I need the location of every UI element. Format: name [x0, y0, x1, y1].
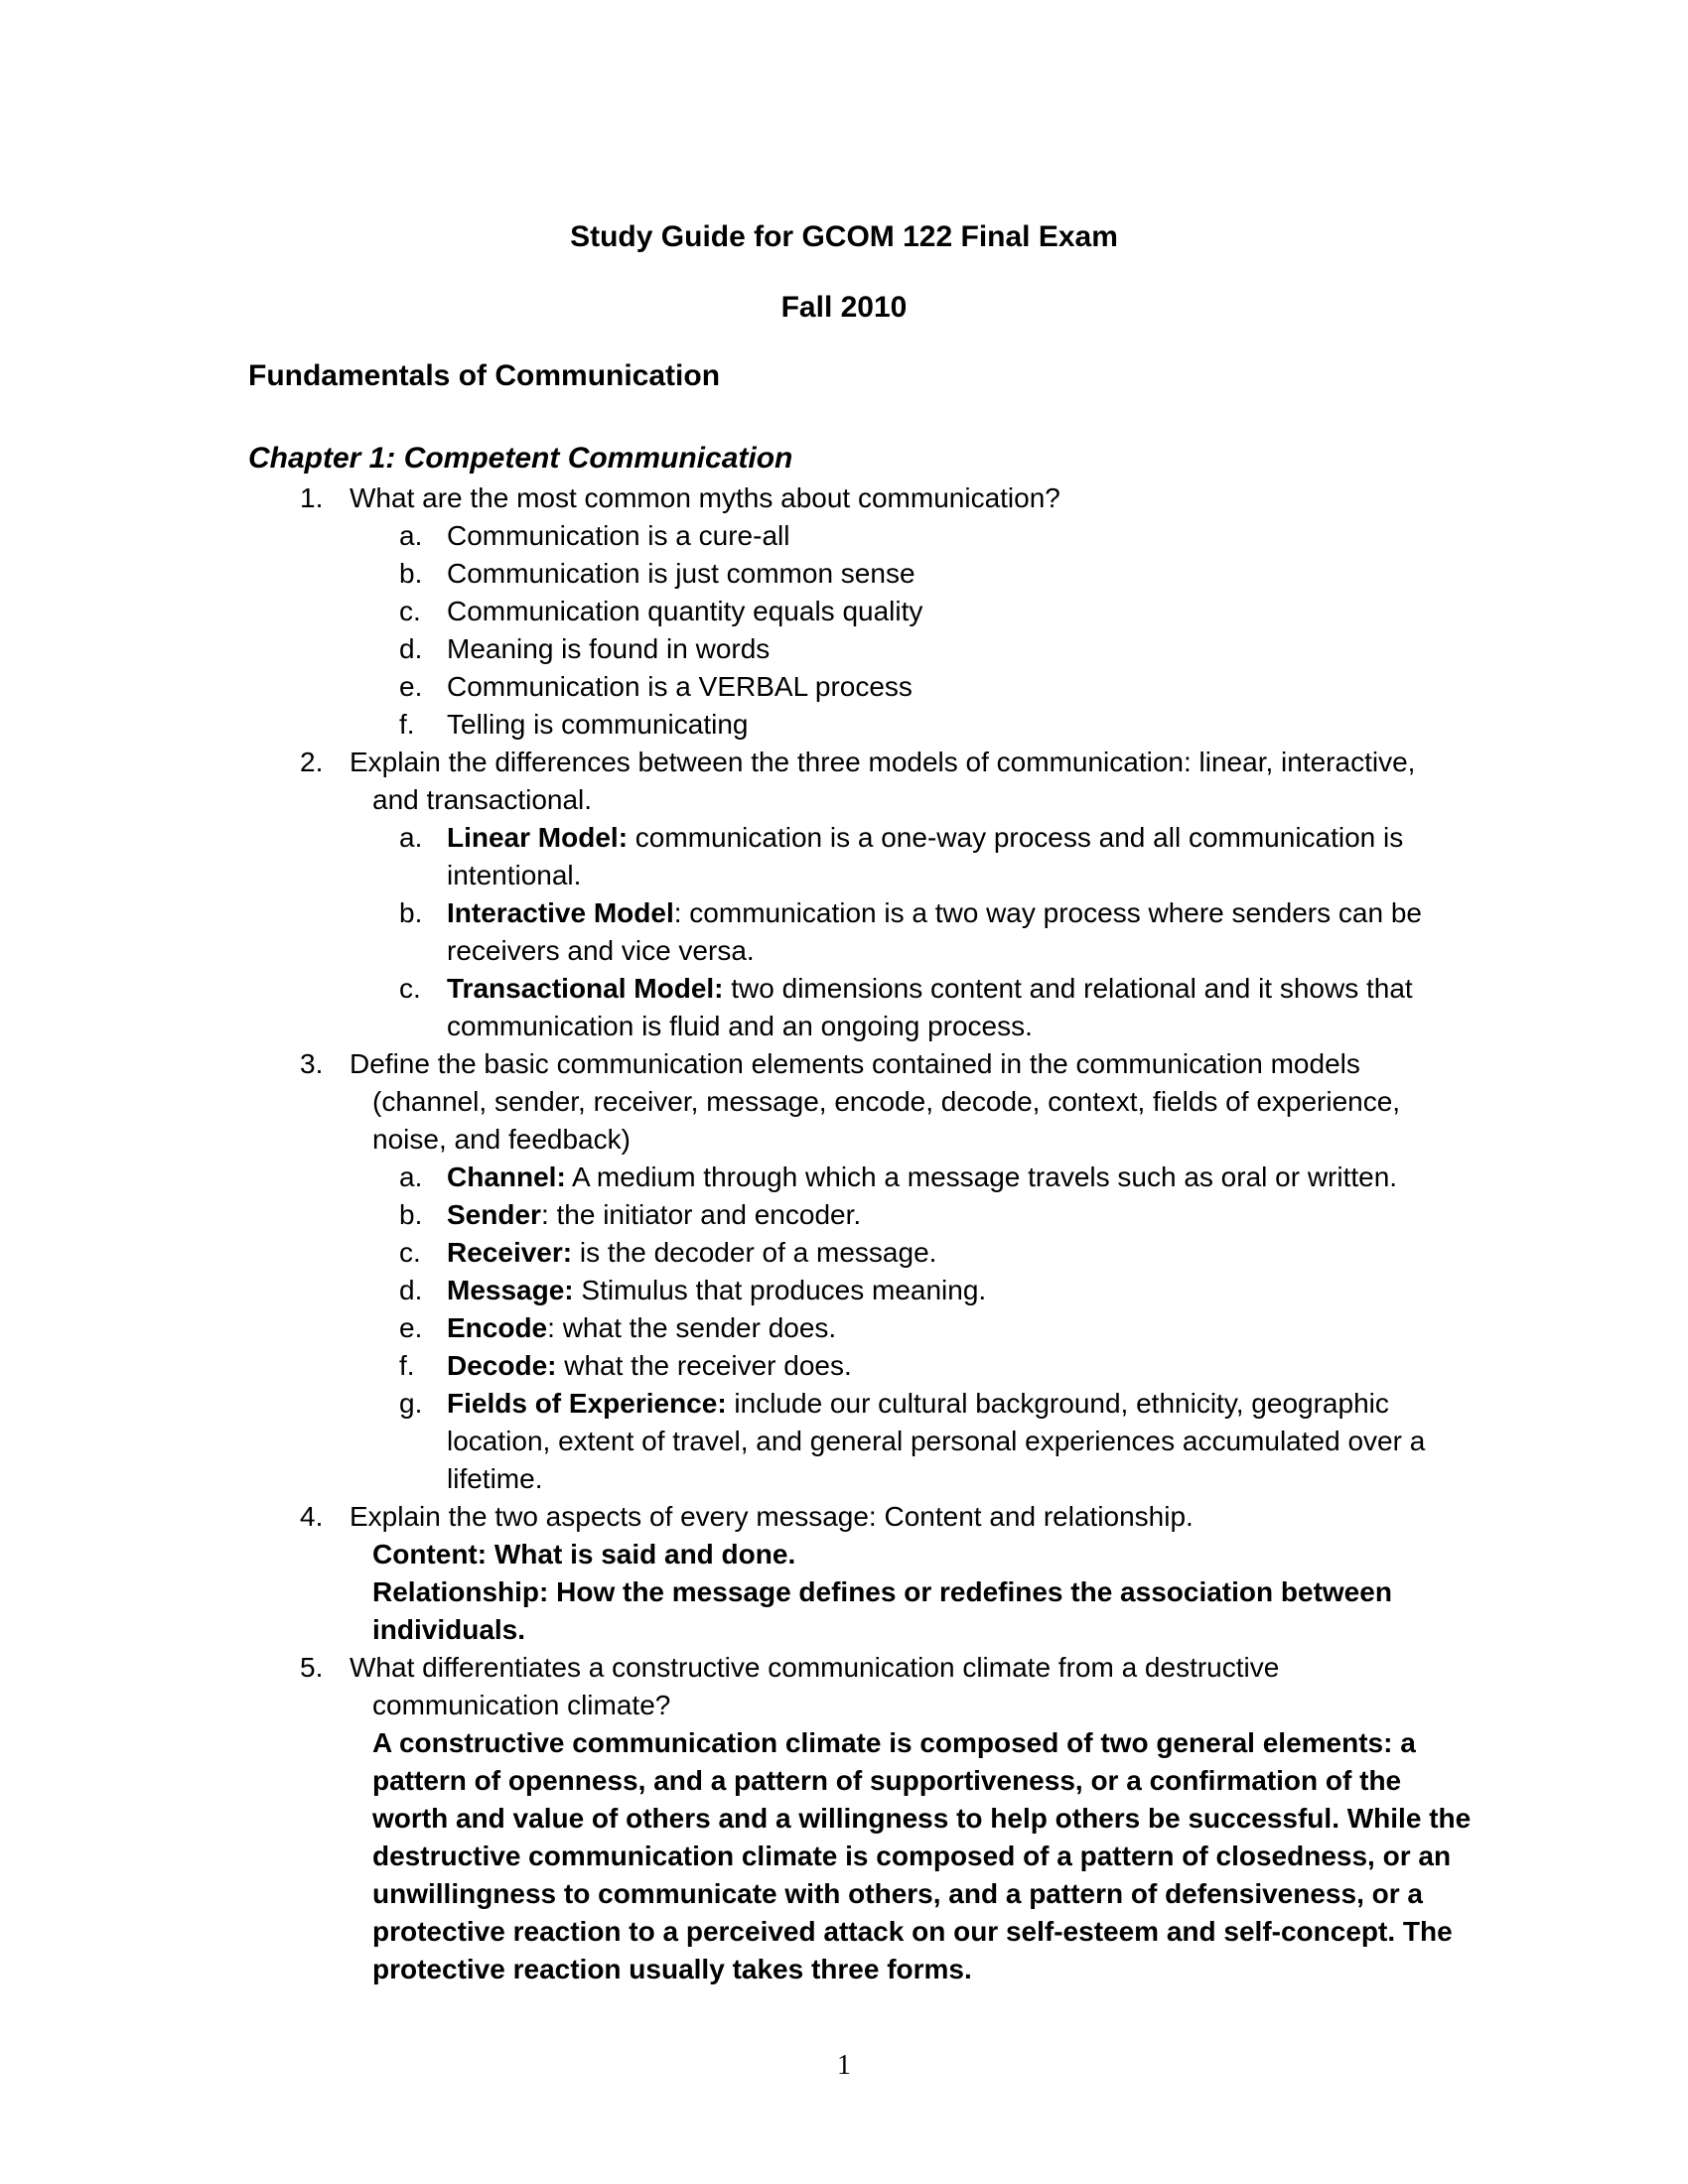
answer-bold-line: [248, 1875, 1440, 1913]
answer-text: worth and value of others and a willingness to help others be successful. While the: [372, 1803, 1472, 1834]
answer-text: pattern of openness, and a pattern of supportiveness, or a confirmation of the: [372, 1765, 1402, 1796]
subitem-text: communication is a one-way process and all communication is: [628, 822, 1404, 853]
subitem-row: [248, 1196, 1440, 1234]
subitem-text: Communication is a VERBAL process: [447, 671, 913, 702]
answer-text: individuals.: [372, 1614, 526, 1645]
question-row: [248, 1649, 1440, 1687]
subitem-continuation: [248, 1460, 1440, 1498]
subitem-text: lifetime.: [447, 1463, 543, 1494]
question-text: (channel, sender, receiver, message, encode, decode, context, fields of experience,: [372, 1086, 1401, 1117]
subitem-continuation: [248, 857, 1440, 894]
answer-bold-line: [248, 1724, 1440, 1762]
subitem-label: Receiver:: [447, 1237, 573, 1268]
answer-bold-line: [248, 1838, 1452, 1875]
subitem-letter: a.: [399, 1161, 423, 1192]
subitem-text: what the receiver does.: [556, 1350, 852, 1381]
question-row: [248, 744, 1440, 781]
page-number: 1: [837, 2050, 851, 2081]
question-text: Define the basic communication elements contained in the communication models: [350, 1048, 1360, 1079]
subitem-letter: a.: [399, 520, 423, 551]
answer-text: Content: What is said and done.: [372, 1539, 796, 1570]
section-heading: Fundamentals of Communication: [248, 359, 721, 392]
question-continuation: [248, 1083, 1440, 1121]
subitem-text: Communication is a cure-all: [447, 520, 790, 551]
question-text: and transactional.: [372, 784, 593, 815]
subitem-letter: b.: [399, 558, 423, 589]
subitem-row: [248, 706, 1440, 744]
subitem-continuation: [248, 1423, 1440, 1460]
subitem-text: Meaning is found in words: [447, 633, 771, 664]
subitem-text: intentional.: [447, 860, 582, 890]
answer-bold-line: [248, 1536, 1440, 1573]
subitem-letter: g.: [399, 1388, 423, 1419]
subitem-row: [248, 517, 1440, 555]
question-continuation: [248, 781, 1440, 819]
subitem-continuation: [248, 932, 1440, 970]
answer-text: unwillingness to communicate with others, and a pattern of defensiveness, or a: [372, 1878, 1423, 1909]
subitem-letter: e.: [399, 1312, 423, 1343]
subitem-letter: d.: [399, 1275, 423, 1305]
answer-bold-line: [248, 1913, 1453, 1951]
subitem-letter: d.: [399, 633, 423, 664]
question-text: What differentiates a constructive communication climate from a destructive: [350, 1652, 1280, 1683]
subitem-row: [248, 630, 1440, 668]
question-text: communication climate?: [372, 1690, 671, 1720]
document-term: Fall 2010: [780, 291, 908, 324]
subitem-text: two dimensions content and relational and it shows that: [723, 973, 1413, 1004]
subitem-row: [248, 819, 1440, 857]
subitem-letter: c.: [399, 1237, 421, 1268]
answer-bold-line: [248, 1800, 1472, 1838]
subitem-text: Communication is just common sense: [447, 558, 915, 589]
subitem-row: [248, 1159, 1440, 1196]
subitem-text: communication is fluid and an ongoing process.: [447, 1011, 1033, 1041]
subitem-letter: f.: [399, 1350, 415, 1381]
subitem-row: [248, 894, 1440, 932]
subitem-text: : communication is a two way process where senders can be: [673, 897, 1422, 928]
subitem-row: [248, 1347, 1440, 1385]
answer-text: A constructive communication climate is composed of two general elements: a: [372, 1727, 1416, 1758]
subitem-label: Transactional Model:: [447, 973, 724, 1004]
subitem-label: Encode: [447, 1312, 548, 1343]
subitem-label: Fields of Experience:: [447, 1388, 727, 1419]
question-row: [248, 479, 1440, 517]
answer-text: protective reaction to a perceived attack on our self-esteem and self-concept. The: [372, 1916, 1453, 1947]
subitem-row: [248, 555, 1440, 593]
subitem-letter: b.: [399, 897, 423, 928]
subitem-row: [248, 1272, 1440, 1309]
subitem-text: receivers and vice versa.: [447, 935, 755, 966]
answer-bold-line: [248, 1611, 1440, 1649]
answer-bold-line: [248, 1951, 1440, 1988]
subitem-text: include our cultural background, ethnicity, geographic: [726, 1388, 1389, 1419]
subitem-row: [248, 1234, 1440, 1272]
subitem-letter: e.: [399, 671, 423, 702]
subitem-text: : what the sender does.: [547, 1312, 837, 1343]
answer-text: protective reaction usually takes three forms.: [372, 1954, 972, 1984]
subitem-row: [248, 970, 1440, 1008]
question-text: What are the most common myths about communication?: [350, 482, 1060, 513]
answer-text: destructive communication climate is composed of a pattern of closedness, or an: [372, 1841, 1452, 1871]
subitem-row: [248, 593, 1440, 630]
question-number: 5.: [300, 1652, 324, 1683]
subitem-text: is the decoder of a message.: [572, 1237, 937, 1268]
subitem-text: Telling is communicating: [447, 709, 749, 740]
subitem-label: Decode:: [447, 1350, 557, 1381]
question-number: 2.: [300, 747, 324, 777]
document-content: [248, 0, 1472, 1988]
subitem-letter: f.: [399, 709, 415, 740]
question-row: [248, 1498, 1440, 1536]
subitem-label: Channel:: [447, 1161, 566, 1192]
subitem-label: Linear Model:: [447, 822, 629, 853]
subitem-text: Communication quantity equals quality: [447, 596, 923, 626]
subitem-letter: b.: [399, 1199, 423, 1230]
question-text: Explain the two aspects of every message: Content and relationship.: [350, 1501, 1194, 1532]
subitem-row: [248, 1385, 1440, 1423]
subitem-letter: c.: [399, 596, 421, 626]
subitem-text: A medium through which a message travels such as oral or written.: [565, 1161, 1398, 1192]
question-continuation: [248, 1121, 1440, 1159]
question-number: 3.: [300, 1048, 324, 1079]
subitem-label: Interactive Model: [447, 897, 674, 928]
document-title: Study Guide for GCOM 122 Final Exam: [570, 220, 1118, 253]
subitem-label: Sender: [447, 1199, 541, 1230]
answer-bold-line: [248, 1573, 1440, 1611]
subitem-row: [248, 668, 1440, 706]
answer-bold-line: [248, 1762, 1440, 1800]
question-continuation: [248, 1687, 1440, 1724]
chapter-heading: Chapter 1: Competent Communication: [248, 442, 793, 475]
questions: [248, 479, 1472, 1988]
question-text: noise, and feedback): [372, 1124, 631, 1155]
question-row: [248, 1045, 1440, 1083]
subitem-text: location, extent of travel, and general personal experiences accumulated over a: [447, 1426, 1426, 1456]
answer-text: Relationship: How the message defines or redefines the association between: [372, 1576, 1392, 1607]
subitem-letter: c.: [399, 973, 421, 1004]
subitem-letter: a.: [399, 822, 423, 853]
subitem-text: : the initiator and encoder.: [540, 1199, 862, 1230]
subitem-label: Message:: [447, 1275, 574, 1305]
question-number: 1.: [300, 482, 324, 513]
question-number: 4.: [300, 1501, 324, 1532]
subitem-text: Stimulus that produces meaning.: [573, 1275, 987, 1305]
subitem-continuation: [248, 1008, 1440, 1045]
question-text: Explain the differences between the three models of communication: linear, interactive,: [350, 747, 1416, 777]
subitem-row: [248, 1309, 1440, 1347]
